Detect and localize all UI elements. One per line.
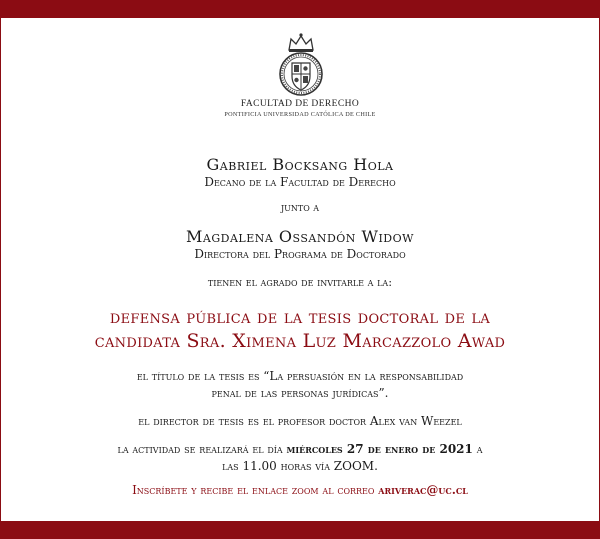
activity-details <box>1 441 599 475</box>
signup-text <box>1 483 599 497</box>
activity-line-2: las 11.00 horas vía ZOOM. <box>222 459 378 473</box>
university-name: PONTIFICIA UNIVERSIDAD CATÓLICA DE CHILE <box>224 111 376 118</box>
signup-email-link[interactable]: ariverac@uc.cl <box>378 483 468 497</box>
event-title-line-1: defensa pública de la tesis doctoral de la <box>109 306 491 328</box>
event-title-line-2: candidata Sra. Ximena Luz Marcazzolo Awad <box>94 330 506 352</box>
activity-suffix: a <box>476 442 483 456</box>
together-text: junto a <box>280 201 320 214</box>
dean-name: Gabriel Bocksang Hola <box>206 155 394 174</box>
thesis-line-1: el título de la tesis es “La persuasión en la responsabilidad <box>136 369 464 383</box>
university-seal-icon <box>277 30 325 106</box>
activity-date: miércoles 27 de enero de 2021 <box>286 442 473 456</box>
director-title: Directora del Programa de Doctorado <box>194 247 406 261</box>
advisor-text: el director de tesis es el profesor doctor Alex van Weezel <box>138 414 462 428</box>
activity-line-1 <box>1 441 599 458</box>
faculty-name: FACULTAD DE DERECHO <box>240 99 360 109</box>
invite-text: tienen el agrado de invitarle a la: <box>207 275 393 289</box>
signup-label: Inscríbete y recibe el enlace zoom al correo <box>132 483 375 497</box>
activity-prefix: la actividad se realizará el día <box>117 442 283 456</box>
event-title <box>1 305 599 353</box>
dean-title: Decano de la Facultad de Derecho <box>204 175 396 189</box>
director-name: Magdalena Ossandón Widow <box>186 227 414 246</box>
thesis-line-2: penal de las personas jurídicas”. <box>211 386 389 400</box>
thesis-title <box>1 368 599 402</box>
